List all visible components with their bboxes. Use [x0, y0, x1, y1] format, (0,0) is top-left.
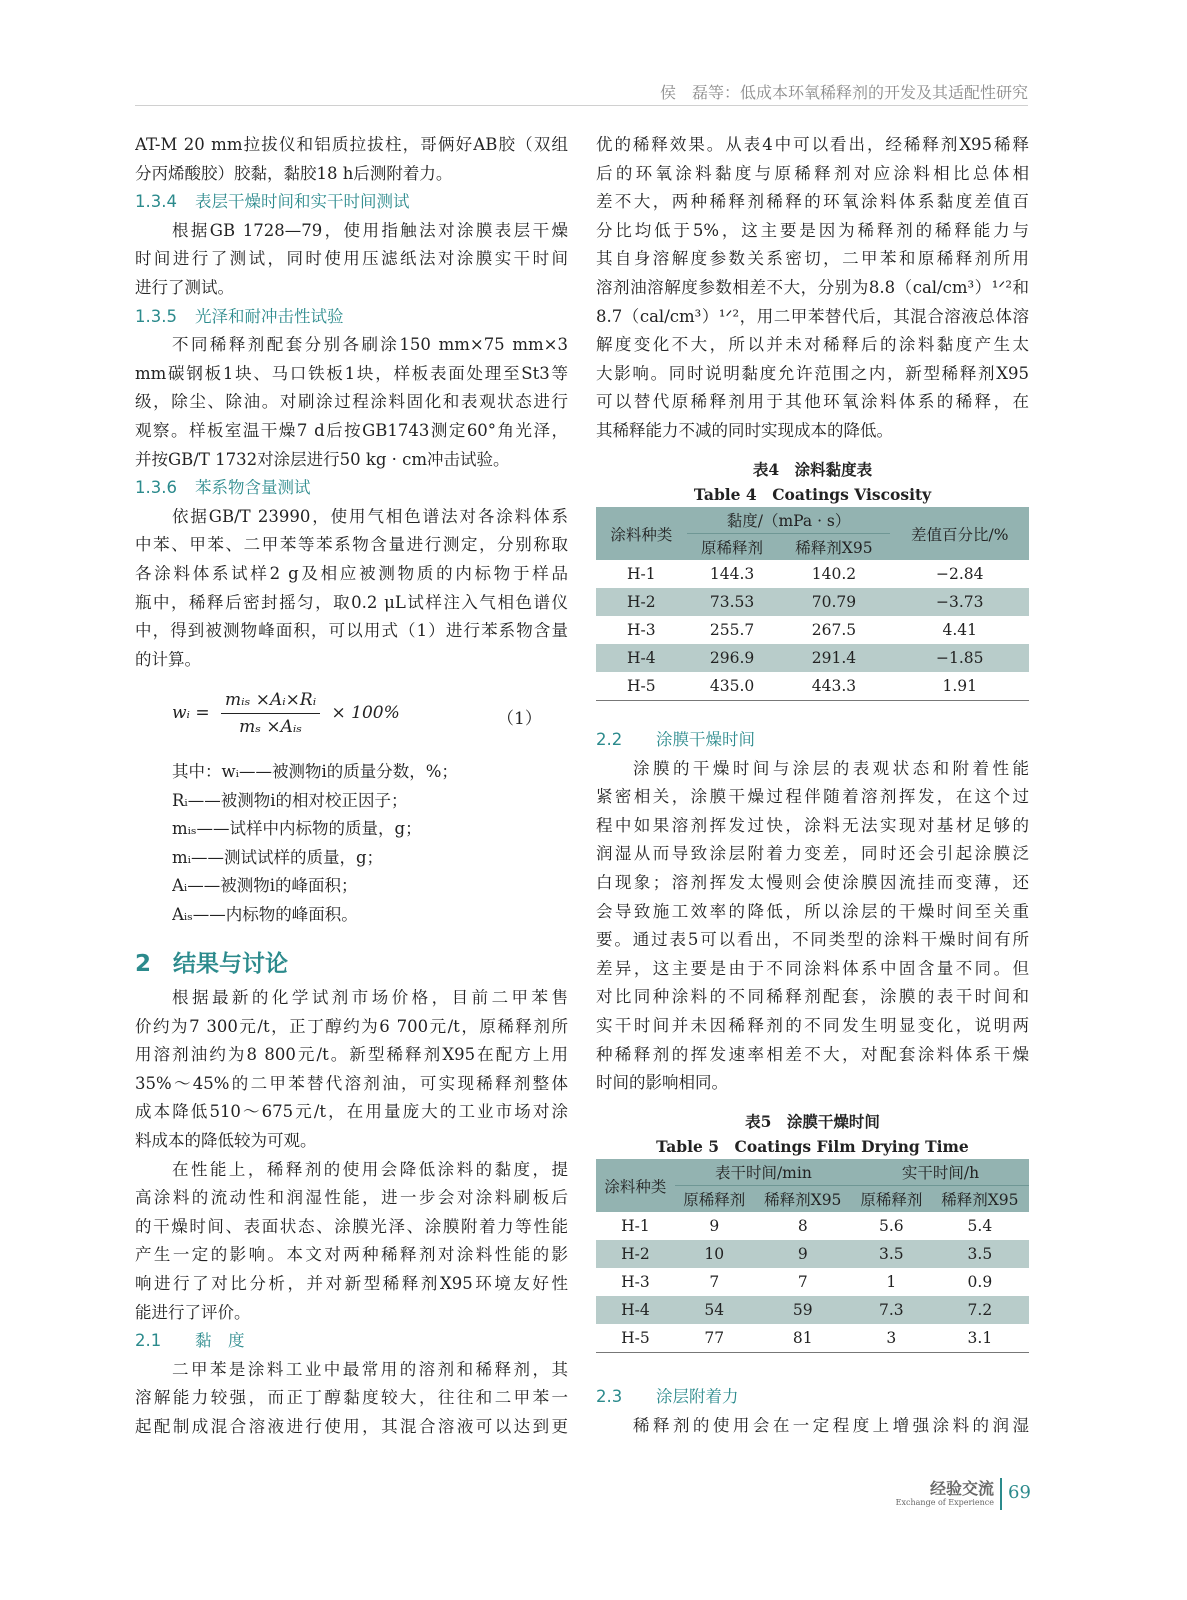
table-cell: 54	[675, 1296, 754, 1324]
header-rule	[135, 105, 1028, 106]
table-row	[596, 1212, 1029, 1240]
table-cell: 5.6	[879, 1217, 904, 1235]
table-cell: 1	[886, 1273, 897, 1291]
text-line: 其稀释能力不减的同时实现成本的降低。	[596, 420, 893, 440]
text-line: 其自身溶解度参数关系密切，二甲苯和原稀释剂所用	[596, 249, 1029, 269]
col-surface-x95: 稀释剂X95	[754, 1186, 852, 1213]
text-line: 各涂料体系试样2 g及相应被测物质的内标物于样品	[135, 563, 568, 583]
page-number: 69	[1008, 1482, 1031, 1503]
subsection-heading	[596, 1383, 1029, 1412]
text-line: 用溶剂油约为8 800元/t。新型稀释剂X95在配方上用	[135, 1045, 568, 1065]
col-type: 涂料种类	[596, 1159, 675, 1212]
table-cell: H-2	[596, 1240, 675, 1268]
table-cell: −3.73	[890, 588, 1029, 616]
paragraph	[135, 1156, 568, 1328]
text-line: 起配制成混合溶液进行使用，其混合溶液可以达到更	[135, 1416, 568, 1436]
paragraph	[135, 503, 568, 675]
table-row	[596, 588, 1029, 616]
text-line: 解度变化不大，所以并未对稀释后的涂料黏度产生太	[596, 335, 1029, 355]
heading-number: 1.3.5	[135, 306, 177, 326]
text-line: 在性能上，稀释剂的使用会降低涂料的黏度，提	[172, 1159, 568, 1179]
text-line: 程中如果溶剂挥发过快，涂料无法实现对基材足够的	[596, 815, 1029, 835]
table-cell: 291.4	[777, 644, 890, 672]
col-viscosity: 黏度/（mPa · s）	[687, 507, 891, 534]
heading-title: 涂膜干燥时间	[656, 730, 755, 749]
text-line: AT-M 20 mm拉拔仪和铝质拉拔柱，哥俩好AB胶（双组	[135, 135, 568, 154]
paragraph	[135, 1356, 568, 1442]
heading-title: 苯系物含量测试	[195, 478, 311, 498]
table-cell: −2.84	[935, 565, 984, 583]
col-x95: 稀释剂X95	[777, 534, 890, 561]
table-cell: 140.2	[811, 565, 857, 583]
text-line: 要。通过表5可以看出，不同类型的涂料干燥时间有所	[596, 930, 1029, 950]
text-line: 润湿从而导致涂层附着力变差，同时还会引起涂膜泛	[596, 844, 1029, 864]
col-hard-original: 原稀释剂	[852, 1186, 931, 1213]
table-cell: H-3	[627, 621, 656, 639]
table-cell: 296.9	[687, 644, 778, 672]
text-line: 进行了测试。	[135, 277, 234, 297]
text-line: 涂膜的干燥时间与涂层的表观状态和附着性能	[633, 758, 1029, 778]
legend-line: mᵢ——测试试样的质量，g；	[172, 847, 384, 867]
text-line: 分比均低于5%，这主要是因为稀释剂的稀释能力与	[596, 220, 1029, 240]
table-cell: 9	[754, 1240, 852, 1268]
table-row	[596, 1240, 1029, 1268]
text-line: 差不大，两种稀释剂稀释的环氧涂料体系黏度差值百	[596, 192, 1029, 212]
text-line: 成本降低510～675元/t，在用量庞大的工业市场对涂	[135, 1102, 568, 1122]
text-line: 时间的影响相同。	[596, 1073, 728, 1093]
heading-title: 涂层附着力	[656, 1387, 739, 1406]
col-diff: 差值百分比/%	[890, 507, 1029, 560]
text-line: 能进行了评价。	[135, 1302, 251, 1322]
text-line: 时间进行了测试，同时使用压滤纸法对涂膜实干时间	[135, 249, 568, 269]
table-cell: H-3	[621, 1273, 650, 1291]
text-line: 种稀释剂的挥发速率相差不大，对配套涂料体系干燥	[596, 1044, 1029, 1064]
text-line: 对比同种涂料的不同稀释剂配套，涂膜的表干时间和	[596, 987, 1029, 1007]
text-line: 8.7（cal/cm³）¹ᐟ²，用二甲苯替代后，其混合溶液总体溶	[596, 306, 1029, 326]
subsection-heading	[135, 474, 568, 503]
table-cell: 3.1	[931, 1324, 1029, 1353]
paragraph	[135, 331, 568, 474]
left-column-bottom	[135, 944, 568, 1442]
table-cell: 435.0	[687, 672, 778, 701]
text-line: 稀释剂的使用会在一定程度上增强涂料的润湿	[633, 1415, 1029, 1435]
formula-fraction	[221, 690, 320, 737]
table-cell: 5.4	[967, 1217, 993, 1235]
text-line: 依据GB/T 23990，使用气相色谱法对各涂料体系	[172, 506, 568, 526]
text-line: 级，除尘、除油。对刷涂过程涂料固化和表观状态进行	[135, 392, 568, 412]
paragraph	[135, 131, 568, 188]
text-line: 溶解能力较强，而正丁醇黏度较大，往往和二甲苯一	[135, 1388, 568, 1408]
heading-title: 结果与讨论	[173, 951, 288, 977]
table-cell: −1.85	[890, 644, 1029, 672]
table-cell: 255.7	[709, 621, 755, 639]
heading-number: 2.1	[135, 1331, 162, 1351]
table-5	[596, 1109, 1029, 1353]
heading-number: 1.3.6	[135, 478, 177, 498]
paragraph	[596, 131, 1029, 446]
table-cell: 7.2	[931, 1296, 1029, 1324]
footer-column-name-en: Exchange of Experience	[895, 1498, 994, 1507]
text-line: 价约为7 300元/t，正丁醇约为6 700元/t，原稀释剂所	[135, 1016, 568, 1036]
text-line: 料成本的降低较为可观。	[135, 1130, 317, 1150]
table-row	[596, 644, 1029, 672]
formula-numerator: mᵢₛ ×Aᵢ×Rᵢ	[221, 690, 320, 714]
table-cell: 8	[797, 1217, 808, 1235]
legend-line: 其中：wᵢ——被测物i的质量分数，%；	[172, 762, 458, 781]
formula-lhs: wᵢ =	[172, 703, 210, 723]
section-2-3	[596, 1383, 1029, 1440]
table-cell: 73.53	[687, 588, 778, 616]
table-cell: 4.41	[942, 621, 977, 639]
text-line: 中苯、甲苯、二甲苯等苯系物含量进行测定，分别称取	[135, 535, 568, 555]
footer-divider	[1000, 1478, 1002, 1510]
text-line: 分丙烯酸胶）胶黏，黏胶18 h后测附着力。	[135, 163, 453, 183]
text-line: 白现象；溶剂挥发太慢则会使涂膜因流挂而变薄，还	[596, 872, 1029, 892]
text-line: 响进行了对比分析，并对新型稀释剂X95环境友好性	[135, 1273, 568, 1293]
table-4	[596, 457, 1029, 701]
table-cell: 0.9	[967, 1273, 993, 1291]
table-cell: 144.3	[709, 565, 755, 583]
formula-number: （1）	[497, 709, 542, 729]
table-cell: 7	[797, 1273, 808, 1291]
text-line: 产生一定的影响。本文对两种稀释剂对涂料性能的影	[135, 1245, 568, 1265]
heading-title: 光泽和耐冲击性试验	[195, 306, 344, 326]
subsection-heading	[135, 188, 568, 217]
table-row	[596, 1268, 1029, 1296]
table-cell: 7.3	[852, 1296, 931, 1324]
heading-number: 1.3.4	[135, 192, 177, 212]
text-line: 会导致施工效率的降低，所以涂层的干燥时间至关重	[596, 901, 1029, 921]
col-type: 涂料种类	[596, 507, 687, 560]
text-line: 中，得到被测物峰面积，可以用式（1）进行苯系物含量	[135, 621, 568, 641]
section-heading	[135, 944, 568, 984]
table-cell: 9	[709, 1217, 720, 1235]
left-column-top	[135, 131, 568, 674]
table-cell: H-2	[596, 588, 687, 616]
text-line: 实干时间并未因稀释剂的不同发生明显变化，说明两	[596, 1015, 1029, 1035]
table-cell: 77	[675, 1324, 754, 1353]
table-cell: 81	[754, 1324, 852, 1353]
col-surface-original: 原稀释剂	[675, 1186, 754, 1213]
table-cell: 3	[852, 1324, 931, 1353]
heading-number: 2	[135, 951, 152, 977]
table-5-caption-cn: 表5 涂膜干燥时间	[745, 1112, 880, 1131]
table-cell: H-4	[596, 644, 687, 672]
table-cell: 1.91	[890, 672, 1029, 701]
heading-number: 2.2	[596, 730, 623, 749]
text-line: 的计算。	[135, 649, 201, 669]
formula-factor: × 100%	[331, 703, 400, 723]
col-surface-dry: 表干时间/min	[675, 1159, 852, 1186]
table-cell: 70.79	[777, 588, 890, 616]
table-cell: 59	[754, 1296, 852, 1324]
footer-column-name: 经验交流	[929, 1479, 994, 1498]
table-cell: H-1	[621, 1217, 650, 1235]
table-cell: 443.3	[777, 672, 890, 701]
text-line: 可以替代原稀释剂用于其他环氧涂料体系的稀释，在	[596, 392, 1029, 412]
table-row	[596, 1324, 1029, 1353]
heading-number: 2.3	[596, 1387, 623, 1406]
table-row	[596, 1296, 1029, 1324]
text-line: 瓶中，稀释后密封摇匀，取0.2 μL试样注入气相色谱仪	[135, 592, 568, 612]
text-line: 观察。样板室温干燥7 d后按GB1743测定60°角光泽，	[135, 420, 568, 440]
legend-line: Rᵢ——被测物i的相对校正因子；	[172, 790, 408, 810]
col-hard-x95: 稀释剂X95	[931, 1186, 1029, 1213]
table-cell: 3.5	[931, 1240, 1029, 1268]
table-cell: 7	[709, 1273, 720, 1291]
section-2-2	[596, 726, 1029, 1098]
heading-title: 黏 度	[195, 1331, 245, 1351]
legend-line: Aᵢₛ——内标物的峰面积。	[172, 904, 358, 924]
text-line: 根据最新的化学试剂市场价格，目前二甲苯售	[172, 988, 568, 1007]
formula-denominator: mₛ ×Aᵢₛ	[239, 717, 303, 737]
table-4-caption-en: Table 4 Coatings Viscosity	[693, 485, 932, 504]
subsection-heading	[135, 303, 568, 332]
text-line: 溶剂油溶解度参数相差不大，分别为8.8（cal/cm³）¹ᐟ²和	[596, 277, 1029, 297]
running-title: 侯 磊等：低成本环氧稀释剂的开发及其适配性研究	[659, 83, 1028, 102]
table-cell: H-1	[627, 565, 656, 583]
text-line: 的干燥时间、表面状态、涂膜光泽、涂膜附着力等性能	[135, 1216, 568, 1236]
subsection-heading	[135, 1327, 568, 1356]
text-line: 后的环氧涂料黏度与原稀释剂对应涂料相比总体相	[596, 163, 1029, 183]
table-cell: H-4	[596, 1296, 675, 1324]
text-line: 紧密相关，涂膜干燥过程伴随着溶剂挥发，在这个过	[596, 787, 1029, 807]
text-line: 35%～45%的二甲苯替代溶剂油，可实现稀释剂整体	[135, 1073, 568, 1093]
text-line: 不同稀释剂配套分别各刷涂150 mm×75 mm×3	[172, 335, 568, 355]
text-line: 并按GB/T 1732对涂层进行50 kg · cm冲击试验。	[135, 449, 510, 469]
formula-legend	[172, 758, 568, 930]
table-cell: H-5	[596, 672, 687, 701]
table-cell: 267.5	[811, 621, 857, 639]
paragraph	[135, 217, 568, 303]
table-row	[596, 616, 1029, 644]
col-hard-dry: 实干时间/h	[852, 1159, 1029, 1186]
text-line: 二甲苯是涂料工业中最常用的溶剂和稀释剂，其	[172, 1359, 568, 1379]
text-line: 差异，这主要是由于不同涂料体系中固含量不同。但	[596, 958, 1029, 978]
text-line: 根据GB 1728—79，使用指触法对涂膜表层干燥	[172, 220, 568, 240]
subsection-heading	[596, 726, 1029, 755]
text-line: mm碳钢板1块、马口铁板1块，样板表面处理至St3等	[135, 363, 568, 383]
text-line: 优的稀释效果。从表4中可以看出，经稀释剂X95稀释	[596, 135, 1029, 154]
table-cell: H-5	[596, 1324, 675, 1353]
table-cell: 10	[675, 1240, 754, 1268]
paragraph	[135, 984, 568, 1156]
right-column-top	[596, 131, 1029, 446]
heading-title: 表层干燥时间和实干时间测试	[195, 192, 410, 212]
table-cell: 3.5	[852, 1240, 931, 1268]
text-line: 大影响。同时说明黏度允许范围之内，新型稀释剂X95	[596, 363, 1029, 383]
table-5-caption-en: Table 5 Coatings Film Drying Time	[656, 1137, 969, 1156]
table-4-caption-cn: 表4 涂料黏度表	[752, 460, 873, 479]
legend-line: Aᵢ——被测物i的峰面积；	[172, 876, 358, 896]
col-original: 原稀释剂	[687, 534, 778, 561]
formula-1	[172, 690, 572, 737]
table-row	[596, 672, 1029, 701]
text-line: 高涂料的流动性和润湿性能，进一步会对涂料刷板后	[135, 1188, 568, 1208]
legend-line: mᵢₛ——试样中内标物的质量，g；	[172, 819, 422, 839]
table-row	[596, 560, 1029, 588]
